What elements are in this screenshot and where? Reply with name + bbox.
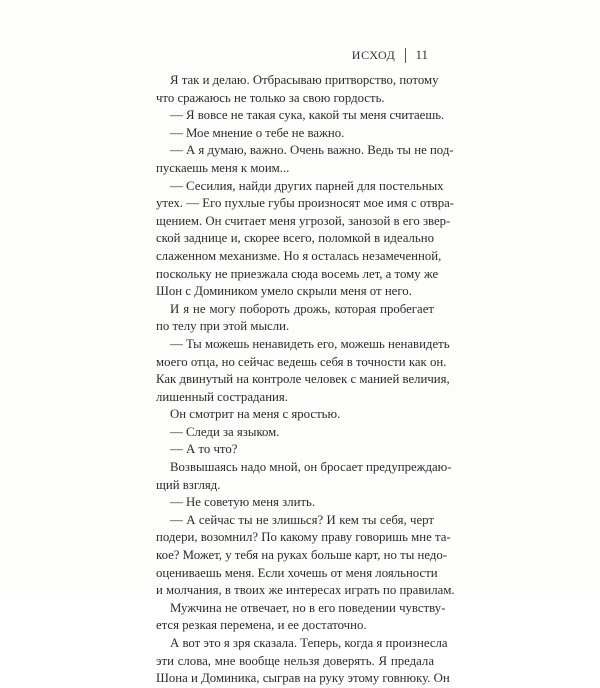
body-text: [156, 72, 455, 688]
text-line: ской заднице и, скорее всего, поломкой в идеально: [156, 231, 434, 246]
text-line: — А сейчас ты не злишься? И кем ты себя, черт: [170, 512, 434, 527]
text-line: щий взгляд.: [156, 477, 221, 492]
text-line: утех. — Его пухлые губы произносят мое имя с отвра-: [156, 196, 455, 211]
running-head: [352, 47, 428, 63]
text-line: — Не советую меня злить.: [170, 495, 316, 510]
text-line: Мужчина не отвечает, но в его поведении чувству-: [170, 600, 446, 615]
text-line: Возвышаясь надо мной, он бросает предупреждаю-: [170, 460, 452, 475]
text-line: эти слова, мне вообще нельзя доверять. Я предала: [156, 653, 434, 668]
text-line: — А я думаю, важно. Очень важно. Ведь ты не под-: [170, 143, 454, 158]
text-line: подери, возомнил? По какому праву говоришь мне та-: [156, 530, 451, 545]
text-line: по телу при этой мысли.: [156, 319, 290, 334]
chapter-title: ИСХОД: [351, 47, 396, 62]
text-line: Как двинутый на контроле человек с манией величия,: [156, 372, 450, 387]
text-line: — Ты можешь ненавидеть его, можешь ненавидеть: [170, 336, 450, 351]
text-line: кое? Может, у тебя на руках больше карт, но ты недо-: [156, 548, 448, 563]
text-line: — Мое мнение о тебе не важно.: [170, 125, 345, 140]
text-line: пускаешь меня к моим...: [156, 160, 290, 175]
text-line: А вот это я зря сказала. Теперь, когда я произнесла: [170, 636, 448, 650]
text-line: Он смотрит на меня с яростью.: [170, 407, 341, 422]
text-line: слаженном механизме. Но я осталась незамеченной,: [156, 248, 442, 263]
text-line: — А то что?: [170, 442, 238, 457]
text-line: что сражаюсь не только за свою гордость.: [156, 90, 385, 105]
text-line: щением. Он считает меня угрозой, занозой в его звер-: [156, 213, 451, 228]
text-line: ется резкая перемена, и ее достаточно.: [156, 618, 367, 633]
text-line: — Я вовсе не такая сука, какой ты меня считаешь.: [170, 108, 445, 123]
text-line: И я не могу побороть дрожь, которая пробегает: [170, 301, 434, 316]
text-line: Шона и Доминика, сыграв на руку этому говнюку. Он: [156, 671, 450, 686]
text-line: оцениваешь меня. Если хочешь от меня лояльности: [156, 565, 438, 580]
text-line: лишенный сострадания.: [156, 389, 288, 404]
text-line: — Сесилия, найди других парней для постельных: [170, 178, 444, 193]
text-line: и молчания, в твоих же интересах играть по правилам.: [156, 583, 455, 598]
header-divider: [405, 48, 406, 63]
text-line: моего отца, но сейчас ведешь себя в точности как он.: [156, 354, 447, 369]
text-line: Шон с Домиником умело скрыли меня от него.: [156, 284, 412, 299]
text-line: поскольку не приезжала сюда восемь лет, а тому же: [156, 266, 439, 281]
text-line: — Следи за языком.: [170, 424, 280, 439]
page-number: 11: [415, 47, 428, 62]
text-line: Я так и делаю. Отбрасываю притворство, потому: [170, 73, 439, 87]
